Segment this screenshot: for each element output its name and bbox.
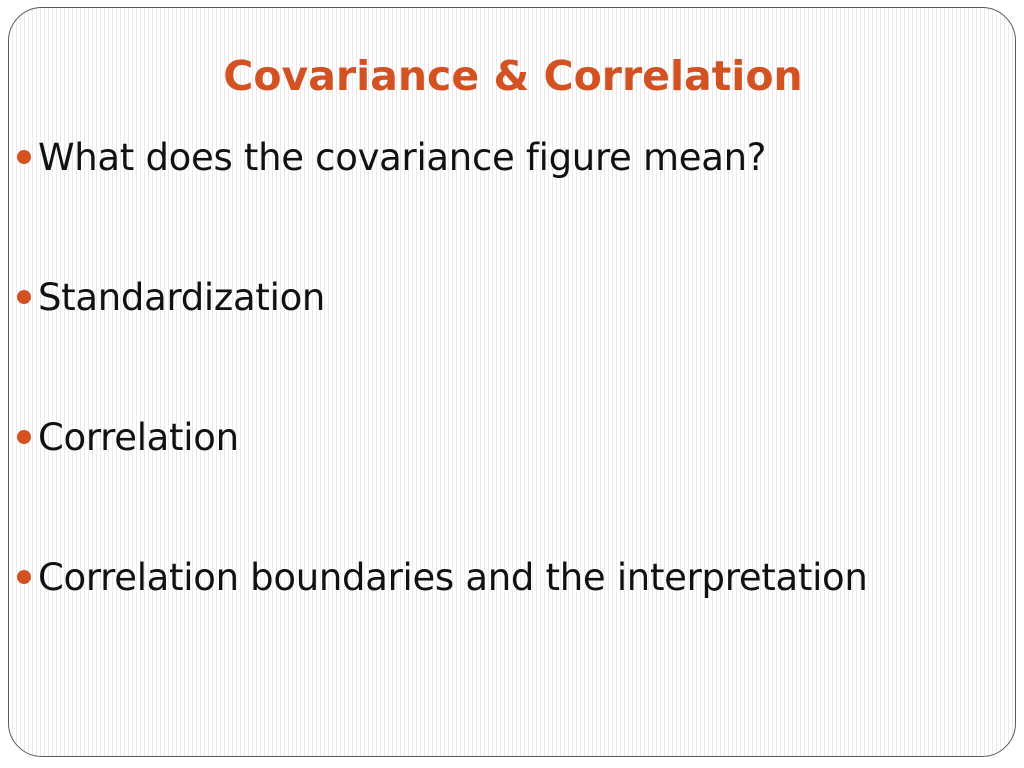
slide	[8, 7, 1016, 757]
bullet-text: What does the covariance figure mean?	[38, 135, 767, 179]
slide-title: Covariance & Correlation	[223, 52, 803, 100]
bullet-dot-icon	[17, 570, 31, 584]
bullet-text: Correlation	[38, 415, 239, 459]
bullet-item	[17, 127, 766, 187]
bullet-dot-icon	[17, 290, 31, 304]
bullet-dot-icon	[17, 430, 31, 444]
bullet-item	[17, 547, 868, 607]
bullet-text: Standardization	[38, 275, 326, 319]
bullet-item	[17, 267, 325, 327]
bullet-text: Correlation boundaries and the interpretation	[38, 555, 868, 599]
bullet-dot-icon	[17, 150, 31, 164]
bullet-item	[17, 407, 239, 467]
